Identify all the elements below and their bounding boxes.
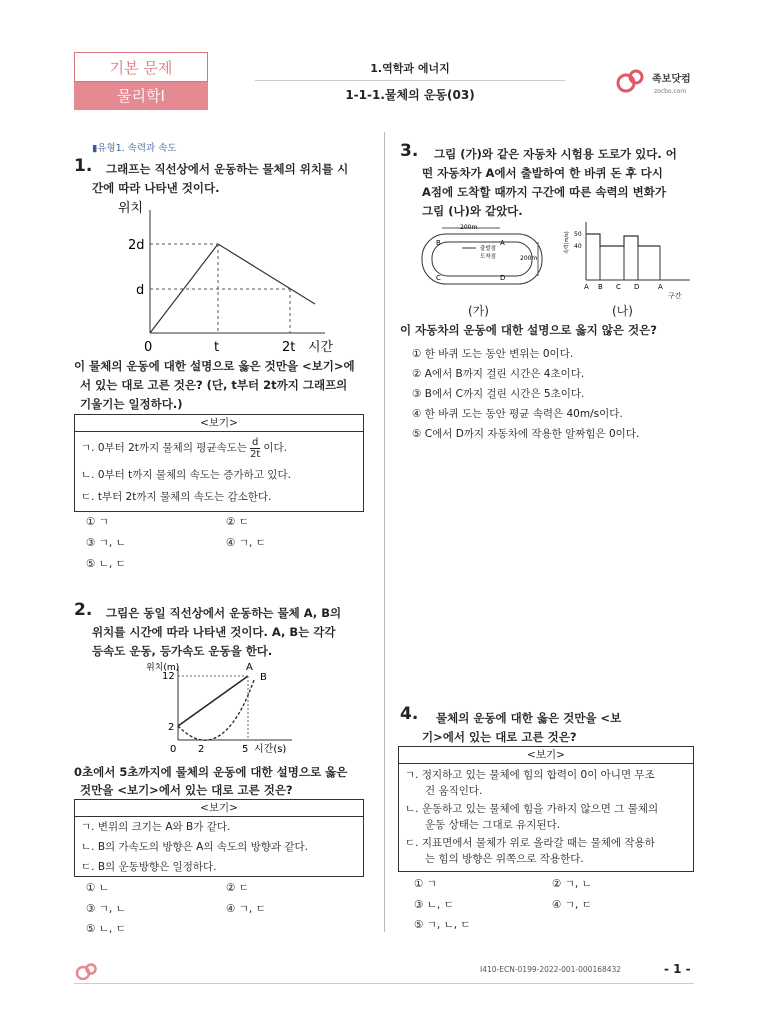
q3-question: 이 자동차의 운동에 대한 설명으로 옳지 않은 것은? [400, 323, 657, 337]
q1-tick-d: d [136, 283, 145, 298]
q2-number: 2. [74, 600, 93, 620]
q1-bogi-fraction [250, 437, 260, 460]
q3-text-line4: 그림 (나)와 같았다. [422, 204, 523, 218]
page-title: 1-1-1.물체의 운동(03) [345, 88, 475, 102]
q2-choice-4[interactable]: ④ ㄱ, ㄷ [226, 903, 266, 915]
q3-point-B: B [436, 239, 441, 247]
q3-option-3[interactable]: ③ B에서 C까지 걸린 시간은 5초이다. [412, 388, 585, 400]
q2-bogi-c: ㄷ. B의 운동방향은 일정하다. [81, 861, 217, 873]
q3-speed-xtick-D: D [634, 283, 640, 291]
page-number: - 1 - [664, 962, 691, 976]
q2-tick-12: 12 [162, 671, 175, 682]
q3-end-label: 도착점 [480, 254, 496, 260]
q4-number: 4. [400, 704, 419, 724]
q3-speed-graph [560, 216, 700, 306]
q4-bogi-title: <보기> [399, 747, 693, 764]
q2-tick-0: 0 [170, 744, 177, 755]
q2-ylabel: 위치(m) [146, 663, 180, 673]
q2-tick-x5: 5 [242, 744, 249, 755]
q3-point-D: D [500, 274, 506, 282]
q1-bogi-a-pre: ㄱ. 0부터 2t까지 물체의 평균속도는 [81, 442, 248, 454]
q2-label-B: B [260, 672, 267, 683]
q3-speed-ylabel: 속력(m/s) [564, 231, 570, 254]
q3-option-5[interactable]: ⑤ C에서 D까지 자동차에 작용한 알짜힘은 0이다. [412, 428, 640, 440]
q1-xlabel: 시간 [308, 340, 334, 355]
q3-speed-xtick-A2: A [658, 283, 663, 291]
q1-choice-5[interactable]: ⑤ ㄴ, ㄷ [86, 558, 126, 570]
q1-bogi-c: ㄷ. t부터 2t까지 물체의 속도는 감소한다. [81, 491, 272, 503]
q3-text-line2: 떤 자동차가 A에서 출발하여 한 바퀴 돈 후 다시 [422, 166, 663, 180]
q4-text-line2: 기>에서 있는 대로 고른 것은? [422, 730, 577, 744]
q3-speed-line [586, 234, 660, 246]
q3-speed-xtick-B: B [598, 283, 603, 291]
q3-start-label: 출발점 [480, 246, 496, 252]
q4-bogi-b-line1: ㄴ. 운동하고 있는 물체에 힘을 가하지 않으면 그 물체의 [405, 803, 659, 815]
q4-bogi-a-line2: 건 움직인다. [425, 785, 483, 797]
logo-mark-icon [618, 71, 642, 91]
logo-text: 족보닷컴 [652, 74, 691, 85]
unit-title: 1.역학과 에너지 [370, 62, 450, 75]
q3-point-A: A [500, 239, 505, 247]
q4-bogi-box [398, 746, 694, 872]
q1-tick-2d: 2d [128, 238, 145, 253]
q4-bogi-b-line2: 운동 상태는 그대로 유지된다. [425, 819, 561, 831]
q1-number: 1. [74, 156, 93, 176]
q3-number: 3. [400, 141, 419, 161]
q1-line-fall [218, 244, 315, 304]
q1-position-time-graph [110, 198, 350, 358]
q1-tick-t: t [214, 340, 220, 355]
q1-bogi-title: <보기> [200, 417, 238, 429]
q1-tick-0: 0 [144, 340, 153, 355]
q1-text-line1: 그래프는 직선상에서 운동하는 물체의 위치를 시 [106, 162, 349, 176]
logo-sub: zocbo.com [654, 88, 687, 95]
q2-choice-5[interactable]: ⑤ ㄴ, ㄷ [86, 923, 126, 935]
q3-text-line3: A점에 도착할 때까지 구간에 따른 속력의 변화가 [422, 185, 666, 199]
q2-choice-3[interactable]: ③ ㄱ, ㄴ [86, 903, 126, 915]
q3-text-line1: 그림 (가)와 같은 자동차 시험용 도로가 있다. 어 [434, 147, 677, 161]
q4-choice-1[interactable]: ① ㄱ [414, 878, 437, 890]
q2-text-line2: 위치를 시간에 따라 나타낸 것이다. A, B는 각각 [92, 625, 336, 639]
q2-question-line2: 것만을 <보기>에서 있는 대로 고른 것은? [80, 783, 293, 797]
q3-figure-ga: (가) [468, 304, 489, 318]
q1-choice-1[interactable]: ① ㄱ [86, 516, 109, 528]
q2-question-line1: 0초에서 5초까지에 물체의 운동에 대한 설명으로 옳은 [74, 765, 348, 779]
q4-text-line1: 물체의 운동에 대한 옳은 것만을 <보 [436, 711, 622, 725]
q3-dim-right-label: 200m [520, 255, 538, 262]
q4-bogi-c [399, 833, 693, 867]
subject-tag: 물리학Ⅰ [74, 82, 208, 110]
q1-fraction-den: 2t [250, 448, 261, 460]
footer-logo-icon [74, 962, 100, 982]
q4-bogi-a-line1: ㄱ. 정지하고 있는 물체에 힘의 합력이 0이 아니면 무조 [405, 769, 655, 781]
q1-bogi-a-post: 이다. [263, 442, 288, 454]
q2-position-time-graph [142, 660, 312, 760]
q2-line-A [178, 676, 248, 726]
q4-bogi-b [399, 799, 693, 833]
q3-option-4[interactable]: ④ 한 바퀴 도는 동안 평균 속력은 40m/s이다. [412, 408, 623, 420]
q1-bogi-a [75, 431, 363, 464]
q3-speed-xlabel: 구간 [668, 292, 682, 300]
q1-text-line2: 간에 따라 나타낸 것이다. [92, 181, 220, 195]
q1-question-line2: 서 있는 대로 고른 것은? (단, t부터 2t까지 그래프의 [80, 378, 348, 392]
q2-tick-2: 2 [168, 722, 175, 733]
q4-choice-3[interactable]: ③ ㄴ, ㄷ [414, 899, 454, 911]
q1-fraction-num: d [252, 436, 259, 448]
q2-choice-2[interactable]: ② ㄷ [226, 882, 249, 894]
q3-speed-tick-50: 50 [574, 231, 582, 238]
q1-bogi-box [74, 414, 364, 512]
q2-bogi-title: <보기> [75, 800, 363, 817]
q1-bogi-b: ㄴ. 0부터 t까지 물체의 속도는 증가하고 있다. [81, 469, 291, 481]
q1-choice-2[interactable]: ② ㄷ [226, 516, 249, 528]
q1-choice-4[interactable]: ④ ㄱ, ㄷ [226, 537, 266, 549]
q2-xlabel: 시간(s) [254, 744, 287, 755]
q1-tick-2t: 2t [282, 340, 296, 355]
footer-divider [74, 983, 694, 984]
q1-choice-3[interactable]: ③ ㄱ, ㄴ [86, 537, 126, 549]
q4-choice-4[interactable]: ④ ㄱ, ㄷ [552, 899, 592, 911]
q2-choice-1[interactable]: ① ㄴ [86, 882, 109, 894]
q3-speed-tick-40: 40 [574, 243, 582, 250]
q1-question-line3: 기울기는 일정하다.) [80, 397, 183, 411]
q3-speed-xtick-A1: A [584, 283, 589, 291]
q1-question-line1: 이 물체의 운동에 대한 설명으로 옳은 것만을 <보기>에 [74, 359, 355, 373]
q2-tick-x2: 2 [198, 744, 205, 755]
q4-choice-2[interactable]: ② ㄱ, ㄴ [552, 878, 592, 890]
column-divider [384, 132, 385, 932]
q3-figure-na: (나) [612, 304, 633, 318]
q2-text-line3: 등속도 운동, 등가속도 운동을 한다. [92, 644, 273, 658]
header-divider [255, 80, 565, 81]
q3-option-2[interactable]: ② A에서 B까지 걸린 시간은 4초이다. [412, 368, 585, 380]
q1-ylabel: 위치 [118, 201, 144, 216]
q3-point-C: C [436, 274, 441, 282]
q2-bogi-b: ㄴ. B의 가속도의 방향은 A의 속도의 방향과 같다. [81, 841, 308, 853]
q2-label-A: A [246, 662, 253, 673]
q2-bogi-a: ㄱ. 변위의 크기는 A와 B가 같다. [81, 821, 231, 833]
type-label: ▮유형1. 속력과 속도 [92, 143, 177, 154]
q3-dim-top-label: 200m [460, 224, 478, 231]
q2-bogi-box [74, 799, 364, 877]
q3-speed-xtick-C: C [616, 283, 621, 291]
zocbo-logo [612, 66, 702, 100]
document-code: I410-ECN-0199-2022-001-000168432 [480, 965, 622, 974]
q4-choice-5[interactable]: ⑤ ㄱ, ㄴ, ㄷ [414, 919, 471, 931]
q2-text-line1: 그림은 동일 직선상에서 운동하는 물체 A, B의 [106, 606, 342, 620]
q4-bogi-a [399, 764, 693, 799]
category-tag: 기본 문제 [74, 52, 208, 82]
q2-curve-B [178, 680, 254, 740]
q4-bogi-c-line2: 는 힘의 방향은 위쪽으로 작용한다. [425, 853, 584, 865]
q1-line-rise [150, 244, 218, 333]
q3-track-diagram [414, 220, 554, 296]
q4-bogi-c-line1: ㄷ. 지표면에서 물체가 위로 올라갈 때는 물체에 작용하 [405, 837, 655, 849]
q3-option-1[interactable]: ① 한 바퀴 도는 동안 변위는 0이다. [412, 348, 574, 360]
